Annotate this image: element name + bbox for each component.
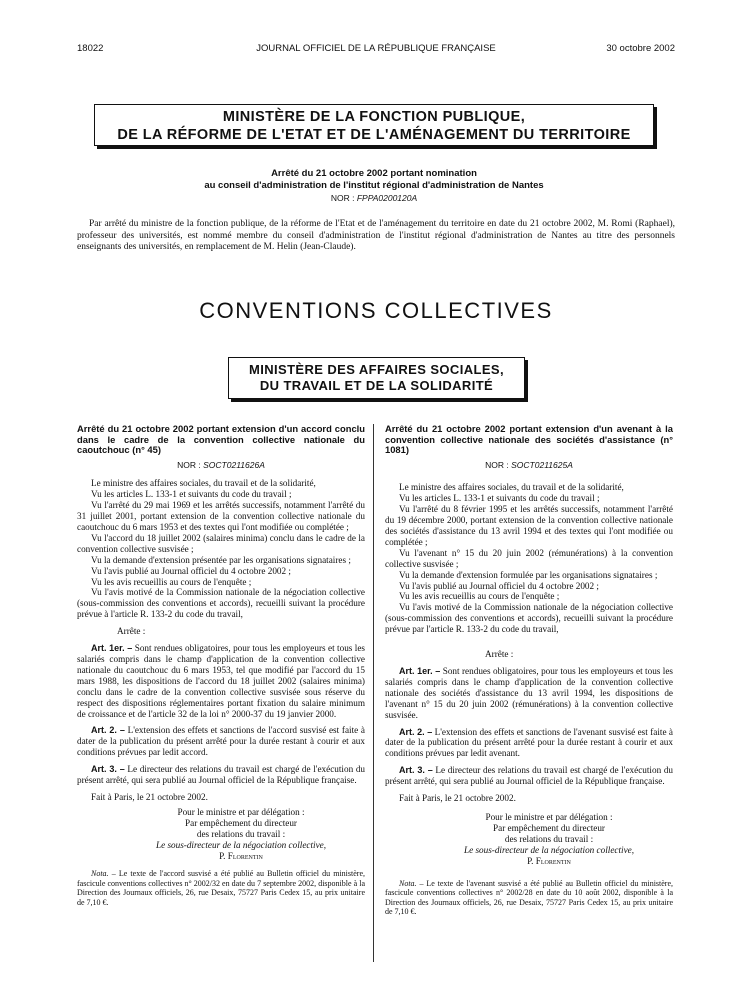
article-text: Le directeur des relations du travail est chargé de l'exécution du présent arrêté, qui sera publié au Journal officiel de la République française. bbox=[385, 765, 674, 787]
arrete-body-text: Par arrêté du ministre de la fonction publique, de la réforme de l'Etat et de l'aménagement du territoire en date du 21 octobre 2002, M. Romi (Raphael), professeur des universités, est nommé membre du conseil d'administration de l'institut régional d'administration de Nantes au titre des personnels enseignants des universités, en remplacement de M. Helin (Jean-Claude). bbox=[77, 219, 675, 252]
article-text: Sont rendues obligatoires, pour tous les employeurs et tous les salariés compris dans le champ d'application de la convention collective nationale du caoutchouc du 6 mars 1953, tel que modifié par l'accord du 15 mars 1988, les dispositions de l'accord du 18 juillet 2002 (salaires minima) conclu dans le cadre de la convention collective susvisée sous réserve du respect des dispositions réglementaires portant fixation du salaire minimum de croissance et de l'article 32 de la loi n° 2000-37 du 19 janvier 2000. bbox=[77, 643, 366, 719]
signature-line: Le sous-directeur de la négociation collective, bbox=[155, 839, 327, 850]
right-visa: Vu l'avis publié au Journal officiel du 4 octobre 2002 ; bbox=[399, 580, 599, 591]
article-text: Le directeur des relations du travail est chargé de l'exécution du présent arrêté, qui sera publié au Journal officiel de la République française. bbox=[77, 764, 366, 786]
arrete-nomination-title bbox=[80, 168, 668, 205]
ministry-box-affaires-sociales bbox=[228, 357, 525, 399]
page-number: 18022 bbox=[77, 43, 104, 54]
nor-label: NOR : bbox=[177, 459, 201, 470]
article-text: L'extension des effets et sanctions de l'avenant susvisé est faite à dater de la publication du présent arrêté pour la durée restant à courir et aux conditions prévues par ledit avenant. bbox=[385, 726, 673, 759]
signature-line: des relations du travail : bbox=[196, 828, 286, 839]
article-label: Art. 2. – bbox=[399, 726, 433, 737]
arrete-nomination-body bbox=[77, 219, 675, 254]
nor-code: SOCT0211626A bbox=[203, 459, 265, 470]
right-visa: Vu l'avis motivé de la Commission nationale de la négociation collective (sous-commission des conventions et accords), recueilli suivant la procédure prévue par l'article R. 133-2 du code du travail, bbox=[385, 602, 673, 635]
article-label: Art. 1er. – bbox=[399, 666, 441, 676]
left-arrete-title: Arrêté du 21 octobre 2002 portant extension d'un accord conclu dans le cadre de la convention collective nationale du caoutchouc (n° 45) bbox=[77, 423, 365, 455]
right-arrete-label: Arrête : bbox=[485, 649, 514, 660]
issue-date: 30 octobre 2002 bbox=[606, 43, 675, 54]
left-nota bbox=[77, 869, 365, 907]
left-visa: Vu les avis recueillis au cours de l'enquête ; bbox=[91, 576, 252, 587]
article-label: Art. 3. – bbox=[91, 764, 125, 775]
nota-text: Le texte de l'accord susvisé a été publié au Bulletin officiel du ministère, fascicule conventions collectives n° 2002/32 en date du 7 septembre 2002, disponible à la Direction des Journaux officiels, 26, rue Desaix, 75727 Paris Cedex 15, au prix unitaire de 7,10 €. bbox=[77, 869, 366, 907]
right-article-2 bbox=[385, 727, 673, 760]
column-divider bbox=[373, 424, 374, 962]
nor-label: NOR : bbox=[330, 193, 355, 203]
article-label: Art. 1er. – bbox=[91, 643, 133, 654]
article-label: Art. 2. – bbox=[91, 725, 125, 736]
article-text: Sont rendues obligatoires, pour tous les employeurs et tous les salariés compris dans le champ d'application de la convention collective nationale des sociétés d'assistance du 13 avril 1994, les dispositions de l'avenant n° 15 du 20 juin 2002 (rémunérations) à la convention collective susvisée. bbox=[385, 666, 674, 720]
section-title: CONVENTIONS COLLECTIVES bbox=[199, 298, 553, 323]
article-label: Art. 3. – bbox=[399, 765, 433, 776]
right-visa: Vu la demande d'extension formulée par les organisations signataires ; bbox=[399, 569, 658, 580]
right-visa: Vu les articles L. 133-1 et suivants du code du travail ; bbox=[399, 493, 600, 504]
right-arrete-title: Arrêté du 21 octobre 2002 portant extension d'un avenant à la convention collective nationale des sociétés d'assistance (n° 1081) bbox=[385, 423, 673, 455]
nota-label: Nota. – bbox=[399, 878, 424, 888]
left-column bbox=[77, 424, 365, 907]
arrete-title-line-1: Arrêté du 21 octobre 2002 portant nomination bbox=[271, 168, 477, 179]
left-visa: Vu les articles L. 133-1 et suivants du code du travail ; bbox=[91, 489, 292, 500]
signatory-name: P. Florentin bbox=[219, 850, 263, 861]
signature-line: Par empêchement du directeur bbox=[493, 822, 605, 833]
signature-line: Pour le ministre et par délégation : bbox=[485, 811, 613, 822]
nota-label: Nota. – bbox=[91, 869, 116, 879]
signature-line: Pour le ministre et par délégation : bbox=[177, 806, 305, 817]
nor-code: FPPA0200120A bbox=[356, 193, 418, 203]
right-nota bbox=[385, 879, 673, 917]
right-visa: Vu l'avenant n° 15 du 20 juin 2002 (rémunérations) à la convention collective susvisée ; bbox=[385, 547, 673, 569]
article-text: L'extension des effets et sanctions de l'accord susvisé est faite à dater de la publication du présent arrêté pour la durée restant à courir et aux conditions prévues par ledit accord. bbox=[77, 725, 366, 758]
ministry-box-fonction-publique bbox=[94, 104, 654, 146]
signatory-name: P. Florentin bbox=[527, 855, 571, 866]
left-visa: Vu la demande d'extension présentée par les organisations signataires ; bbox=[91, 554, 351, 565]
signature-line: des relations du travail : bbox=[504, 833, 594, 844]
journal-title: JOURNAL OFFICIEL DE LA RÉPUBLIQUE FRANÇAISE bbox=[256, 43, 496, 54]
ministry-line-1: MINISTÈRE DE LA FONCTION PUBLIQUE, bbox=[222, 109, 526, 125]
right-article-1 bbox=[385, 666, 673, 721]
nor-reference bbox=[80, 193, 668, 205]
left-arrete-label: Arrête : bbox=[117, 626, 146, 637]
left-article-2 bbox=[77, 725, 365, 758]
right-visa: Vu l'arrêté du 8 février 1995 et les arrêtés successifs, notamment l'arrêté du 19 décembre 2000, portant extension de la convention collective nationale des sociétés d'assistance du 13 avril 1994 et des textes qui l'ont modifiée ou complétée ; bbox=[385, 504, 673, 547]
nor-label: NOR : bbox=[485, 459, 509, 470]
left-visa: Le ministre des affaires sociales, du travail et de la solidarité, bbox=[91, 478, 316, 489]
right-visa: Vu les avis recueillis au cours de l'enquête ; bbox=[399, 591, 560, 602]
left-signature-block bbox=[77, 807, 365, 862]
right-article-3 bbox=[385, 765, 673, 787]
ministry-line-2: DE LA RÉFORME DE L'ETAT ET DE L'AMÉNAGEMENT DU TERRITOIRE bbox=[117, 127, 631, 143]
right-column bbox=[385, 424, 673, 917]
right-visa: Le ministre des affaires sociales, du travail et de la solidarité, bbox=[399, 482, 624, 493]
left-article-3 bbox=[77, 764, 365, 786]
left-nor-reference bbox=[77, 460, 365, 471]
ministry-line-1: MINISTÈRE DES AFFAIRES SOCIALES, bbox=[248, 362, 504, 377]
page-header bbox=[77, 43, 675, 57]
signature-line: Le sous-directeur de la négociation collective, bbox=[463, 844, 635, 855]
left-visa: Vu l'accord du 18 juillet 2002 (salaires minima) conclu dans le cadre de la convention collective susvisée ; bbox=[77, 532, 365, 554]
nota-text: Le texte de l'avenant susvisé a été publié au Bulletin officiel du ministère, fascicule conventions collectives n° 2002/28 en date du 10 août 2002, disponible à la Direction des Journaux officiels, 26, rue Desaix, 75727 Paris Cedex 15, au prix unitaire de 7,10 €. bbox=[385, 878, 674, 916]
right-fait-a: Fait à Paris, le 21 octobre 2002. bbox=[399, 793, 516, 804]
left-visa: Vu l'avis motivé de la Commission nationale de la négociation collective (sous-commission des conventions et accords), recueilli suivant la procédure prévue à l'article R. 133-2 du code du travail, bbox=[77, 587, 365, 620]
left-fait-a: Fait à Paris, le 21 octobre 2002. bbox=[91, 791, 208, 802]
left-visa: Vu l'arrêté du 29 mai 1969 et les arrêtés successifs, notamment l'arrêté du 31 juillet 2001, portant extension de la convention collective nationale du caoutchouc du 6 mars 1953 et des textes qui l'ont modifiée ou complétée ; bbox=[77, 500, 365, 533]
left-visa: Vu l'avis publié au Journal officiel du 4 octobre 2002 ; bbox=[91, 565, 291, 576]
ministry-line-2: DU TRAVAIL ET DE LA SOLIDARITÉ bbox=[259, 378, 494, 393]
right-nor-reference bbox=[385, 460, 673, 471]
right-signature-block bbox=[385, 812, 673, 867]
arrete-title-line-2: au conseil d'administration de l'institut régional d'administration de Nantes bbox=[204, 179, 544, 191]
signature-line: Par empêchement du directeur bbox=[185, 817, 297, 828]
left-article-1 bbox=[77, 643, 365, 719]
nor-code: SOCT0211625A bbox=[511, 459, 573, 470]
